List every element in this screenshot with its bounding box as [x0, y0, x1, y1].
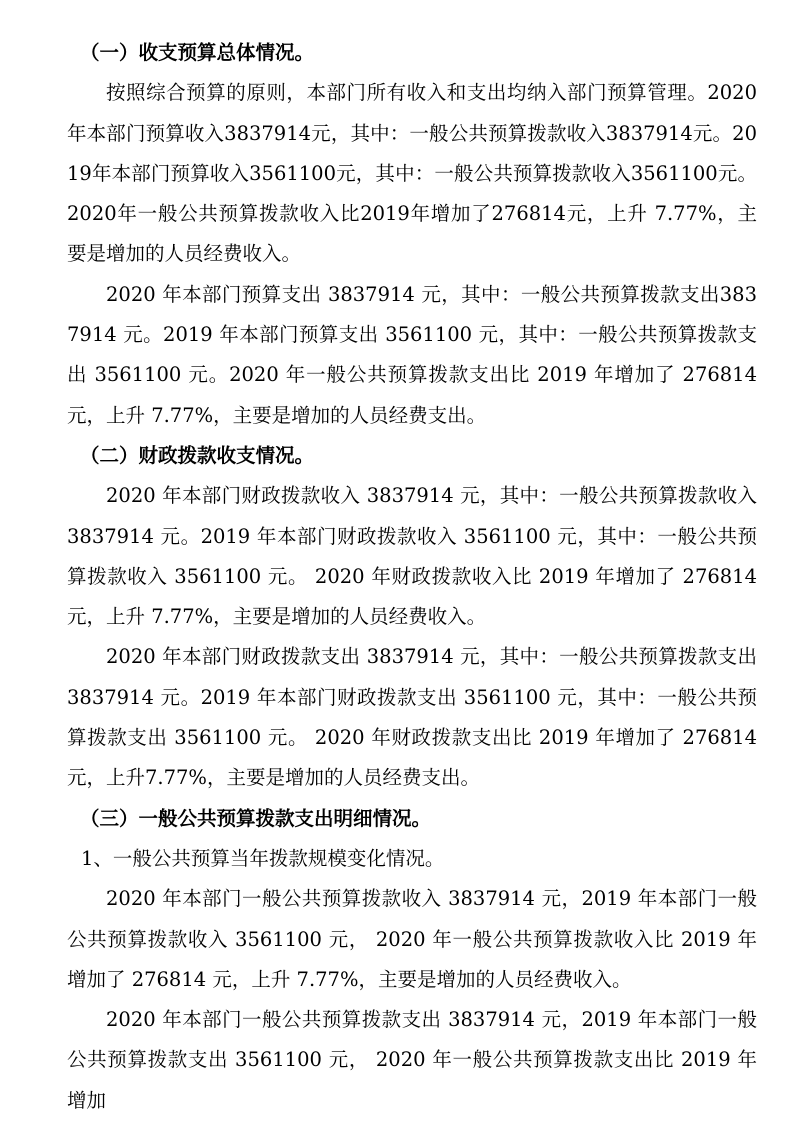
section-heading-general-budget-detail: （三）一般公共预算拨款支出明细情况。: [80, 806, 432, 830]
paragraph-general-budget-revenue: 2020 年本部门一般公共预算拨款收入 3837914 元，2019 年本部门一般公共预算拨款收入 3561100 元， 2020 年一般公共预算拨款收入比 2019 年增加了 276814 元，上升 7.77%，主要是增加的人员经费收入。: [67, 887, 757, 991]
subheading-annual-scale-change: 1、一般公共预算当年拨款规模变化情况。: [81, 846, 445, 870]
document-page: [67, 33, 757, 1121]
paragraph-fiscal-expenditure: 2020 年本部门财政拨款支出 3837914 元，其中：一般公共预算拨款支出3837914 元。2019 年本部门财政拨款支出 3561100 元，其中：一般公共预算拨款支出 3561100 元。 2020 年财政拨款支出比 2019 年增加了 276814 元，上升7.77%，主要是增加的人员经费支出。: [67, 645, 757, 790]
paragraph-budget-revenue: 按照综合预算的原则，本部门所有收入和支出均纳入部门预算管理。2020年本部门预算收入3837914元，其中：一般公共预算拨款收入3837914元。2019年本部门预算收入3561100元，其中：一般公共预算拨款收入3561100元。2020年一般公共预算拨款收入比2019年增加了276814元，上升 7.77%，主要是增加的人员经费收入。: [67, 81, 757, 266]
paragraph-general-budget-expenditure: 2020 年本部门一般公共预算拨款支出 3837914 元，2019 年本部门一般公共预算拨款支出 3561100 元， 2020 年一般公共预算拨款支出比 2019 年增加: [67, 1008, 757, 1112]
paragraph-budget-expenditure: 2020 年本部门预算支出 3837914 元，其中：一般公共预算拨款支出3837914 元。2019 年本部门预算支出 3561100 元，其中：一般公共预算拨款支出 3561100 元。2020 年一般公共预算拨款支出比 2019 年增加了 276814 元，上升 7.77%，主要是增加的人员经费支出。: [67, 282, 757, 427]
paragraph-fiscal-revenue: 2020 年本部门财政拨款收入 3837914 元，其中：一般公共预算拨款收入3837914 元。2019 年本部门财政拨款收入 3561100 元，其中：一般公共预算拨款收入 3561100 元。 2020 年财政拨款收入比 2019 年增加了 276814 元，上升 7.77%，主要是增加的人员经费收入。: [67, 484, 757, 629]
section-heading-budget-overview: （一）收支预算总体情况。: [80, 41, 315, 64]
section-heading-fiscal-appropriation: （二）财政拨款收支情况。: [80, 443, 315, 467]
